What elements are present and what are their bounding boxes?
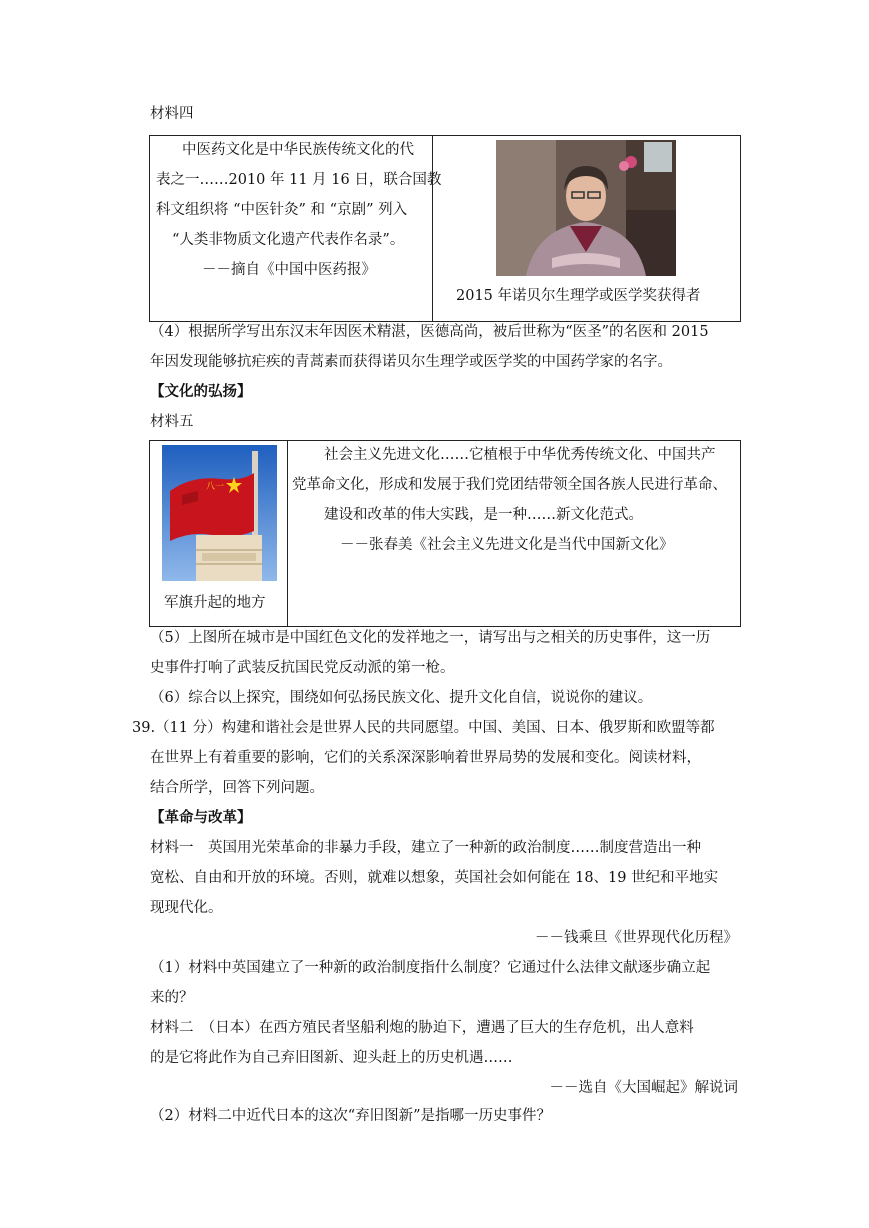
svg-text:八一: 八一 bbox=[206, 482, 225, 492]
revolution-reform-heading: 【革命与改革】 bbox=[150, 809, 252, 826]
material-1-line-3: 现现代化。 bbox=[150, 900, 223, 916]
material-5-text-line-2: 党革命文化，形成和发展于我们党团结带领全国各族人民进行革命、 bbox=[292, 477, 727, 493]
question-39-line-2: 在世界上有着重要的影响，它们的关系深深影响着世界局势的发展和变化。阅读材料， bbox=[150, 750, 701, 766]
material-2-line-2: 的是它将此作为自己弃旧图新、迎头赶上的历史机遇…… bbox=[150, 1050, 513, 1066]
question-5-line-1: （5）上图所在城市是中国红色文化的发祥地之一，请写出与之相关的历史事件，这一历 bbox=[150, 630, 711, 646]
question-2: （2）材料二中近代日本的这次“弃旧图新”是指哪一历史事件？ bbox=[150, 1108, 552, 1124]
material-4-text-line-1: 中医药文化是中华民族传统文化的代 bbox=[182, 142, 414, 158]
question-1-line-1: （1）材料中英国建立了一种新的政治制度指什么制度？它通过什么法律文献逐步确立起 bbox=[150, 960, 711, 976]
question-5-line-2: 史事件打响了武装反抗国民党反动派的第一枪。 bbox=[150, 660, 455, 676]
military-flag-monument-photo bbox=[162, 445, 277, 581]
material-5-source: －－张春美《社会主义先进文化是当代中国新文化》 bbox=[340, 537, 674, 553]
question-39-line-1: 39.（11 分）构建和谐社会是世界人民的共同愿望。中国、美国、日本、俄罗斯和欧盟等都 bbox=[132, 720, 715, 736]
material-4-heading: 材料四 bbox=[150, 106, 194, 122]
photo-caption-nobel: 2015 年诺贝尔生理学或医学奖获得者 bbox=[456, 288, 701, 304]
question-1-line-2: 来的？ bbox=[150, 990, 194, 1006]
material-5-table bbox=[149, 440, 741, 627]
table-divider bbox=[432, 136, 433, 321]
material-4-source: －－摘自《中国中医药报》 bbox=[202, 262, 376, 278]
material-2-source: －－选自《大国崛起》解说词 bbox=[549, 1080, 738, 1096]
nobel-laureate-photo bbox=[496, 140, 676, 276]
material-4-text-line-3: 科文组织将 “中医针灸” 和 “京剧” 列入 bbox=[156, 202, 408, 218]
material-4-table bbox=[149, 135, 741, 322]
material-1-line-2: 宽松、自由和开放的环境。否则，就难以想象，英国社会如何能在 18、19 世纪和平地实 bbox=[150, 870, 719, 886]
table-divider bbox=[287, 441, 288, 626]
material-5-text-line-3: 建设和改革的伟大实践，是一种……新文化范式。 bbox=[324, 507, 643, 523]
material-2-line-1: 材料二 （日本）在西方殖民者坚船利炮的胁迫下，遭遇了巨大的生存危机，出人意料 bbox=[150, 1020, 694, 1036]
photo-caption-flag: 军旗升起的地方 bbox=[164, 595, 266, 611]
culture-heading: 【文化的弘扬】 bbox=[150, 383, 252, 400]
question-39-line-3: 结合所学，回答下列问题。 bbox=[150, 780, 324, 796]
material-5-heading: 材料五 bbox=[150, 414, 194, 430]
material-5-text-line-1: 社会主义先进文化……它植根于中华优秀传统文化、中国共产 bbox=[324, 447, 716, 463]
material-1-line-1: 材料一 英国用光荣革命的非暴力手段，建立了一种新的政治制度……制度营造出一种 bbox=[150, 840, 701, 856]
material-4-text-line-4: “人类非物质文化遗产代表作名录”。 bbox=[172, 232, 405, 248]
question-4-line-1: （4）根据所学写出东汉末年因医术精湛，医德高尚，被后世称为“医圣”的名医和 2015 bbox=[150, 324, 709, 340]
material-1-source: －－钱乘旦《世界现代化历程》 bbox=[535, 930, 738, 946]
question-6: （6）综合以上探究，围绕如何弘扬民族文化、提升文化自信，说说你的建议。 bbox=[150, 690, 653, 706]
question-4-line-2: 年因发现能够抗疟疾的青蒿素而获得诺贝尔生理学或医学奖的中国药学家的名字。 bbox=[150, 354, 672, 370]
material-4-text-line-2: 表之一……2010 年 11 月 16 日，联合国教 bbox=[156, 172, 442, 188]
